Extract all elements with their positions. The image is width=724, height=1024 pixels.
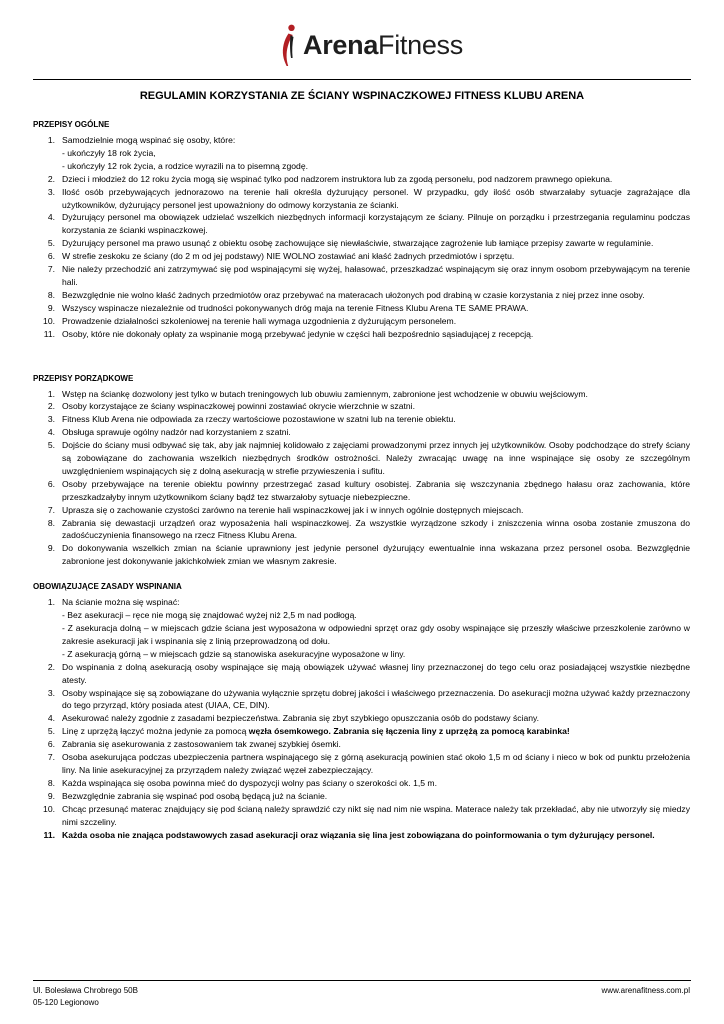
emphasis-text: Zabrania się łączenia liny z uprzężą za pomocą karabinka! <box>333 726 570 737</box>
emphasis-text: węzła ósemkowego. <box>248 726 334 737</box>
logo-wordmark <box>303 30 463 60</box>
section-heading-general: PRZEPISY OGÓLNE <box>33 120 110 129</box>
list-item: Dzieci i młodzież do 12 roku życia mogą się wspinać tylko pod nadzorem instruktora lub za zgodą personelu, pod nadzorem prawnego opiekuna. <box>62 173 613 184</box>
sub-item: - ukończyły 12 rok życia, a rodzice wyrazili na to pisemną zgodę. <box>62 160 308 171</box>
list-item: Zabrania się dewastacji urządzeń oraz wyposażenia hali wspinaczkowej. Za wszystkie wyrządzone szkody i zniszczenia winna osoba zostanie zmuszona do zadośćuczynienia finansowego na rzecz Fitness Klubu Arena. <box>62 517 690 541</box>
list-item: Asekurować należy zgodnie z zasadami bezpieczeństwa. Zabrania się zbyt szybkiego opuszczania osób do podstawy ściany. <box>62 713 540 724</box>
list-item: Ilość osób przebywających jednorazowo na terenie hali określa dyżurujący personel. W przypadku, gdy ilość osób stwarzałaby sytuacje zagrażające dla użytkowników, dyżurujący personel jest upoważniony do odmowy korzystania ze ścianki. <box>62 186 690 210</box>
list-item: Prowadzenie działalności szkoleniowej na terenie hali wymaga uzgodnienia z dyżurującym personelem. <box>62 315 457 326</box>
logo-word-arena: Arena <box>303 30 379 60</box>
list-item: Osoby wspinające się są zobowiązane do używania wyłącznie sprzętu dobrej jakości i właściwego przeznaczenia. Do asekuracji można używać każdy przeznaczony do tego przyrząd, który posiada atest (UIAA, CE, DIN). <box>62 687 690 711</box>
list-item: Wszyscy wspinacze niezależnie od trudności pokonywanych dróg maja na terenie Fitness Klubu Arena TE SAME PRAWA. <box>62 302 529 313</box>
list-item: Osoby przebywające na terenie obiektu powinny przestrzegać zasad kultury osobistej. Zabrania się wszczynania zbędnego hałasu oraz zachowania, które przeszkadzałyby innym użytkownikom ściany bądź tez stwarzałoby sytuacje niebezpieczne. <box>62 478 690 502</box>
climbing-rules-list <box>33 596 690 841</box>
list-item: Osoba asekurująca podczas ubezpieczenia partnera wspinającego się z górną asekuracją powinien stać około 1,5 m od ściany i nieco w bok od punktu przełożenia liny. Na linie asekuracyjnej za przyrządem należy związać węzeł zabezpieczający. <box>62 752 690 775</box>
list-item: Osoby korzystające ze ściany wspinaczkowej powinni zostawiać okrycie wierzchnie w szatni. <box>62 401 415 412</box>
order-rules-list <box>33 388 690 569</box>
list-item: Bezwzględnie zabrania się wspinać pod osobą będącą już na ścianie. <box>62 790 328 801</box>
list-item: Nie należy przechodzić ani zatrzymywać się pod wspinającymi się wyżej, hałasować, przeszkadzać wspinającym się oraz innym osobom przebywającym na terenie hali. <box>62 264 690 287</box>
list-item: Każda wspinająca się osoba powinna mieć do dyspozycji wolny pas ściany o szerokości ok. 1,5 m. <box>62 777 437 788</box>
footer-divider <box>33 980 691 981</box>
climber-figure-icon <box>279 23 297 67</box>
list-item: Dojście do ściany musi odbywać się tak, aby jak najmniej kolidowało z zajęciami prowadzonymi przez innych jej użytkowników. Osoby podchodzące do strefy ściany są zobowiązane do zachowania wszelkich niezbędnych środków ostrożności. Należy zwracając uwagę na inne wspinające się osoby ze szczególnym uwzględnieniem wspinających się z dolną asekuracją w strefie przywieszenia i sufitu. <box>62 440 690 476</box>
section-heading-climbing: OBOWIĄZUJĄCE ZASADY WSPINANIA <box>33 582 182 592</box>
list-item: Linę z uprzężą łączyć można jedynie za pomocą węzła ósemkowego. Zabrania się łączenia liny z uprzężą za pomocą karabinka! <box>62 726 570 737</box>
list-item: Wstęp na ściankę dozwolony jest tylko w butach treningowych lub obuwiu zamiennym, zabronione jest wchodzenie w obuwiu wejściowym. <box>62 388 588 399</box>
list-item: Dyżurujący personel ma obowiązek udzielać wszelkich niezbędnych informacji korzystającym ze ściany. Pilnuje on porządku i przestrzegania regulaminu podczas korzystania ze ścianki wspinaczkowej. <box>62 212 690 236</box>
document-title: REGULAMIN KORZYSTANIA ZE ŚCIANY WSPINACZKOWEJ FITNESS KLUBU ARENA <box>139 90 585 102</box>
logo-word-fitness: Fitness <box>378 30 463 60</box>
list-item: Dyżurujący personel ma prawo usunąć z obiektu osobę zachowujące się niewłaściwie, stwarzające zagrożenie lub łamiące przepisy zawarte w regulaminie. <box>62 238 654 249</box>
list-item: Do dokonywania wszelkich zmian na ścianie uprawniony jest jedynie personel dyżurujący ewentualnie inna wskazana przez personel osoba. Bezwzględnie zabronione jest dokonywanie jakichkolwiek zmian we własnym zakresie. <box>62 543 690 567</box>
list-item: Każda osoba nie znająca podstawowych zasad asekuracji oraz wiązania się lina jest zobowiązana do poinformowania o tym dyżurujący personel. <box>62 829 655 840</box>
list-item: Do wspinania z dolną asekuracją osoby wspinające się mają obowiązek używać własnej liny przeznaczonej do tego celu oraz posiadającej wszystkie niezbędne atesty. <box>62 661 690 685</box>
sub-item: - Z asekuracja dolną – w miejscach gdzie ściana jest wyposażona w odpowiedni sprzęt oraz gdy osoby wspinające się przeszły właściwe przeszkolenie zarówno w zakresie asekuracji jak i wspinania się z linią przeprowadzoną od dołu. <box>62 623 690 646</box>
sub-item: - ukończyły 18 rok życia, <box>62 147 156 158</box>
header-divider <box>33 79 691 80</box>
sub-item: - Z asekuracją górną – w miejscach gdzie są stanowiska asekuracyjne wyposażone w liny. <box>62 648 406 659</box>
footer-website: www.arenafitness.com.pl <box>601 986 690 995</box>
footer-address <box>33 985 138 1009</box>
address-street: Ul. Bolesława Chrobrego 50B <box>33 986 138 995</box>
list-item: Chcąc przesunąć materac znajdujący się pod ścianą należy sprawdzić czy nikt się nad nim nie wspina. Materace należy tak przekładać, aby nie utworzyły się miedzy nimi szczeliny. <box>62 803 690 827</box>
document-body <box>33 120 690 841</box>
list-item: Uprasza się o zachowanie czystości zarówno na terenie hali wspinaczkowej jak i w innych ogólnie dostępnych miejscach. <box>62 504 524 515</box>
list-item: W strefie zeskoku ze ściany (do 2 m od jej podstawy) NIE WOLNO zostawiać ani kłaść żadnych przedmiotów i sprzętu. <box>62 251 515 262</box>
list-item: Na ścianie można się wspinać: - Bez asekuracji – ręce nie mogą się znajdować wyżej niż 2,5 m nad podłogą. - Z asekuracja dolną – w miejscach gdzie ściana jest wyposażona w odpowiedni sprzęt oraz gdy osoby wspinające się przeszły właściwe przeszkolenie zarówno w zakresie asekuracji jak i wspinania się z linią przeprowadzoną od dołu. - Z asekuracją górną – w miejscach gdzie są stanowiska asekuracyjne wyposażone w liny. <box>62 597 690 659</box>
list-item: Osoby, które nie dokonały opłaty za wspinanie mogą przebywać jedynie w części hali bezpośrednio sąsiadującej z recepcją. <box>62 328 534 339</box>
list-item: Obsługa sprawuje ogólny nadzór nad korzystaniem z szatni. <box>62 427 291 438</box>
section-heading-order: PRZEPISY PORZĄDKOWE <box>33 373 134 383</box>
address-city: 05-120 Legionowo <box>33 998 99 1007</box>
list-item: Bezwzględnie nie wolno kłaść żadnych przedmiotów oraz przebywać na materacach ułożonych pod drabiną w czasie korzystania z niej przez inne osoby. <box>62 289 645 300</box>
general-rules-list <box>33 134 690 341</box>
sub-item: - Bez asekuracji – ręce nie mogą się znajdować wyżej niż 2,5 m nad podłogą. <box>62 610 357 621</box>
list-item: Zabrania się asekurowania z zastosowaniem tak zwanej szybkiej ósemki. <box>62 739 341 750</box>
list-item: Samodzielnie mogą wspinać się osoby, które: - ukończyły 18 rok życia, - ukończyły 12 rok życia, a rodzice wyrazili na to pisemną zgodę. <box>33 134 690 173</box>
list-item: Fitness Klub Arena nie odpowiada za rzeczy wartościowe pozostawione w szatni lub na terenie obiektu. <box>62 414 456 425</box>
arena-fitness-logo <box>279 22 463 68</box>
